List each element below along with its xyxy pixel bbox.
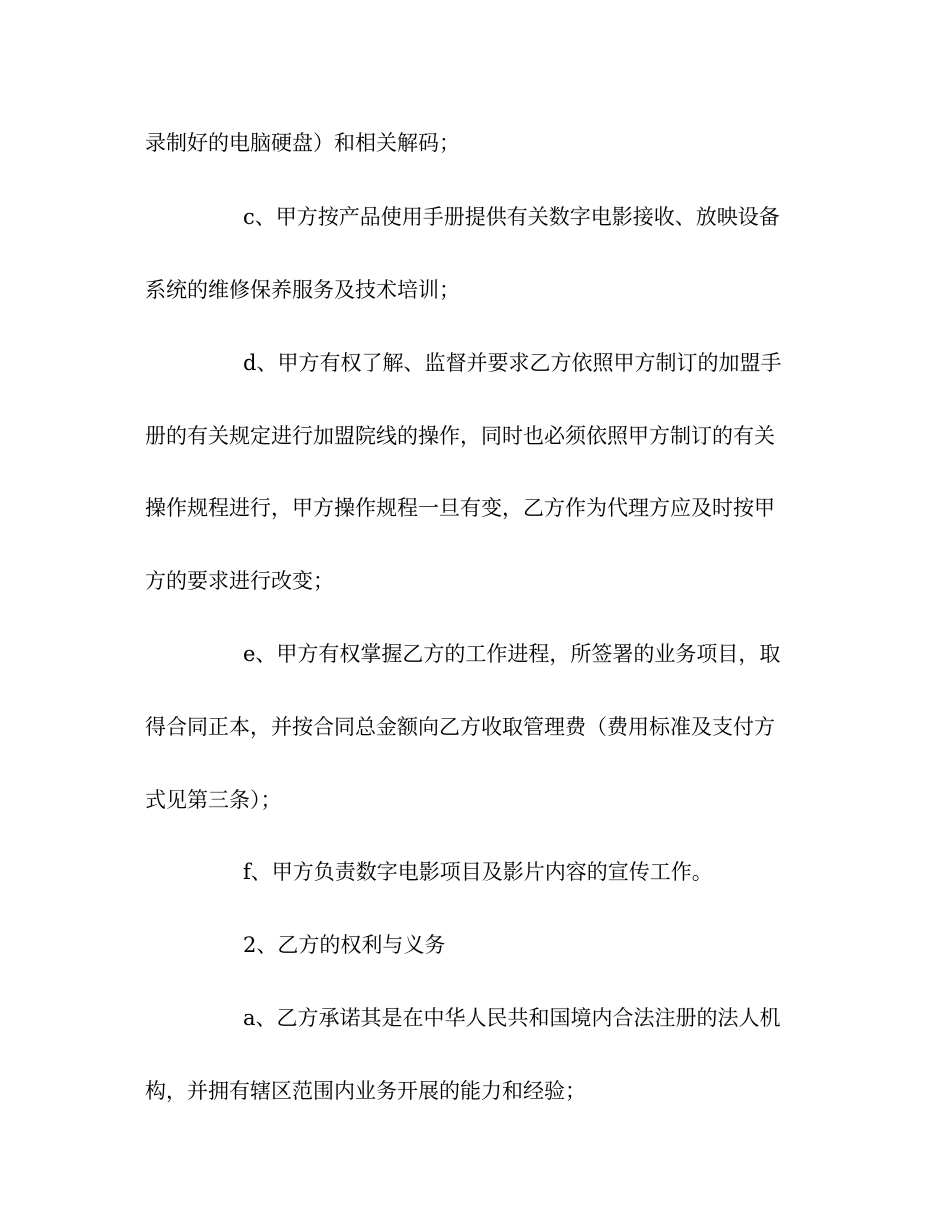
text-line: 得合同正本，并按合同总金额向乙方收取管理费（费用标准及支付方 (145, 715, 775, 739)
text-line: 式见第三条）； (145, 788, 282, 812)
paragraph-item-c: c、甲方按产品使用手册提供有关数字电影接收、放映设备 (243, 205, 780, 229)
paragraph-item-f: f、甲方负责数字电影项目及影片内容的宣传工作。 (243, 860, 713, 884)
paragraph-item-e: e、甲方有权掌握乙方的工作进程，所签署的业务项目，取 (243, 642, 781, 666)
section-heading: 2、乙方的权利与义务 (243, 933, 446, 957)
text-line: 系统的维修保养服务及技术培训； (145, 278, 460, 302)
text-line: 册的有关规定进行加盟院线的操作，同时也必须依照甲方制订的有关 (145, 424, 775, 448)
text-line: 构，并拥有辖区范围内业务开展的能力和经验； (145, 1079, 586, 1103)
text-line: 录制好的电脑硬盘）和相关解码； (145, 131, 460, 155)
paragraph-item-d: d、甲方有权了解、监督并要求乙方依照甲方制订的加盟手 (243, 351, 782, 375)
text-line: 方的要求进行改变； (145, 569, 334, 593)
paragraph-item-a: a、乙方承诺其是在中华人民共和国境内合法注册的法人机 (243, 1006, 781, 1030)
text-line: 操作规程进行，甲方操作规程一旦有变，乙方作为代理方应及时按甲 (145, 496, 775, 520)
